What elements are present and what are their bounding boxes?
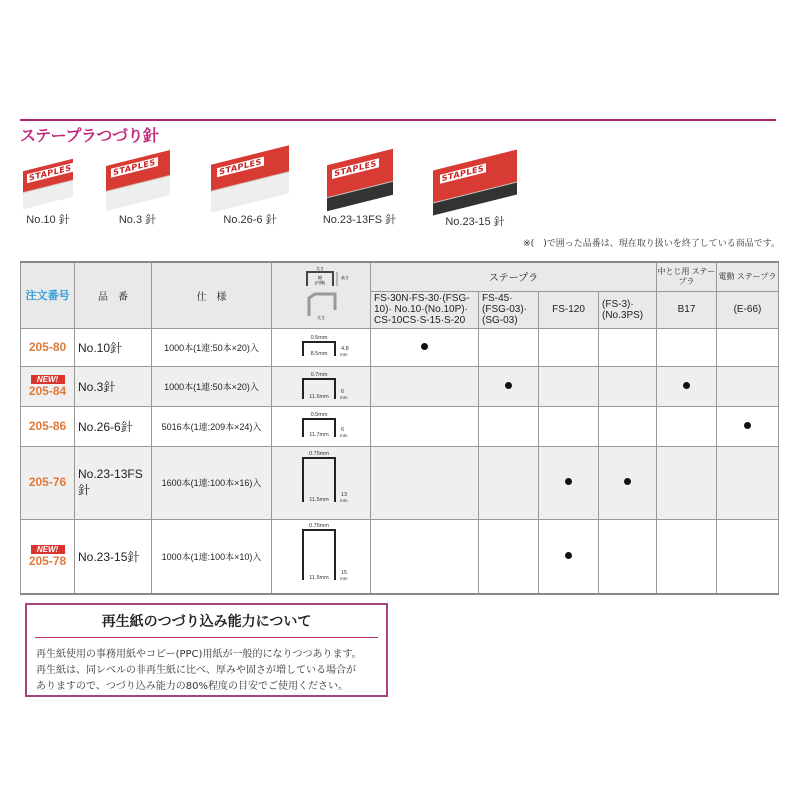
header-stapler: ステープラ [371,262,657,291]
model-fs-30n: FS-30N·FS-30·(FSG-10)· No.10·(No.10P)· CS-10CS·S-15·S-20 [371,291,479,328]
product-box-image: STAPLES [433,150,517,216]
section-title: ステープラつづり針 [20,126,159,145]
item-spec: 1000本(1連:50本×20)入 [152,366,272,406]
compatible-dot-icon [744,422,751,429]
svg-text:0.5mm: 0.5mm [310,411,328,418]
compat-cell [539,446,599,519]
compat-cell [717,406,779,446]
compat-cell [657,328,717,366]
order-number [21,446,75,519]
staple-shape [281,332,361,360]
compat-cell [539,519,599,594]
compat-cell [479,328,539,366]
svg-text:11.6mm: 11.6mm [309,393,329,400]
svg-text:mm: mm [340,432,348,438]
product-box-image: STAPLES [211,145,289,212]
svg-text:太さ: 太さ [317,314,325,320]
model-fs-3: (FS-3)· (No.3PS) [599,291,657,328]
header-diagram [272,262,371,328]
recycled-paper-info-box [25,603,388,697]
compatible-dot-icon [565,552,572,559]
staple-shape [281,520,361,590]
svg-text:高さ: 高さ [341,274,349,280]
svg-text:6: 6 [341,426,345,433]
svg-text:(内側): (内側) [314,279,326,285]
compat-cell [657,446,717,519]
item-name: No.10針 [75,328,152,366]
product-caption: No.23-13FS 針 [322,214,397,226]
compat-cell [599,366,657,406]
new-badge: NEW! [31,545,65,554]
staple-diagram-cell [272,519,371,594]
order-number [21,328,75,366]
order-code: 205-86 [28,418,67,433]
item-name: No.23-13FS針 [75,446,152,519]
staple-diagram-cell [272,406,371,446]
compat-cell [599,406,657,446]
header-spec: 仕 様 [152,262,272,328]
svg-text:mm: mm [340,498,348,503]
staple-dimension-diagram [281,264,361,324]
product-no26-6 [205,155,295,227]
order-code: 205-76 [28,475,67,489]
order-number [21,366,75,406]
item-name: No.3針 [75,366,152,406]
svg-text:mm: mm [340,575,348,581]
header-saddle-stapler: 中とじ用 ステープラ [657,262,717,291]
item-name: No.23-15針 [75,519,152,594]
staples-table [20,261,779,595]
compat-cell [371,519,479,594]
info-title: 再生紙のつづり込み能力について [101,614,312,630]
compat-cell [479,406,539,446]
compat-cell [479,519,539,594]
svg-text:6: 6 [341,388,345,395]
table-row [21,366,779,406]
product-box-image: STAPLES [23,159,73,209]
svg-text:11.7mm: 11.7mm [309,431,329,438]
svg-text:0.75mm: 0.75mm [309,522,329,529]
product-no23-13fs [312,157,407,227]
table-row [21,446,779,519]
info-divider [35,637,378,638]
table-row [21,519,779,594]
staple-shape [281,409,361,441]
compat-cell [717,446,779,519]
compatible-dot-icon [624,478,631,485]
svg-text:mm: mm [340,394,348,400]
order-code: 205-80 [28,339,67,354]
compat-cell [479,446,539,519]
product-box-image: STAPLES [327,149,393,211]
discontinued-note: ※( )で囲った品番は、現在取り扱いを終了している商品です。 [523,239,780,249]
order-code: 205-78 [28,553,67,568]
compat-cell [479,366,539,406]
compat-cell [599,328,657,366]
new-badge: NEW! [31,375,65,384]
compat-cell [657,366,717,406]
model-e-66: (E-66) [717,291,779,328]
compat-cell [657,406,717,446]
product-caption: No.26-6 針 [223,214,277,226]
compat-cell [657,519,717,594]
header-item: 品 番 [75,262,152,328]
title-rule [20,119,776,121]
svg-text:15: 15 [341,569,348,576]
model-fs-45: FS-45· (FSG-03)· (SG-03) [479,291,539,328]
item-spec: 5016本(1連:209本×24)入 [152,406,272,446]
compat-cell [371,406,479,446]
compatible-dot-icon [565,478,572,485]
product-box-image: STAPLES [106,150,170,211]
info-line: ありますので、つづり込み能力の80%程度の目安でご使用ください。 [36,681,349,692]
compatible-dot-icon [683,382,690,389]
staple-diagram-cell [272,328,371,366]
staple-shape [281,448,361,514]
product-no23-15 [425,160,525,229]
staple-diagram-cell [272,446,371,519]
compat-cell [371,366,479,406]
model-b17: B17 [657,291,717,328]
product-caption: No.23-15 針 [445,216,505,228]
svg-text:0.7mm: 0.7mm [310,371,328,378]
compat-cell [717,366,779,406]
product-caption: No.10 針 [26,214,70,226]
product-caption: No.3 針 [118,214,157,226]
compat-cell [599,446,657,519]
svg-text:0.5mm: 0.5mm [310,334,328,341]
svg-text:mm: mm [340,351,348,357]
product-no10 [18,162,78,227]
staple-shape [281,369,361,401]
compat-cell [539,328,599,366]
compat-cell [371,328,479,366]
header-electric-stapler: 電動 ステープラ [717,262,779,291]
item-name: No.26-6針 [75,406,152,446]
compat-cell [717,519,779,594]
compat-cell [717,328,779,366]
svg-text:13: 13 [341,492,348,498]
svg-text:11.5mm: 11.5mm [309,497,329,503]
header-order-no: 注文番号 [21,262,75,328]
info-line: 再生紙は、同レベルの非再生紙に比べ、厚みや固さが増している場合が [36,665,356,676]
order-number [21,519,75,594]
compatible-dot-icon [421,343,428,350]
item-spec: 1600本(1連:100本×16)入 [152,446,272,519]
order-number [21,406,75,446]
table-row [21,328,779,366]
table-row [21,406,779,446]
compat-cell [539,406,599,446]
compatible-dot-icon [505,382,512,389]
product-no3 [100,158,175,227]
svg-text:太さ: 太さ [316,265,324,271]
info-line: 再生紙使用の事務用紙やコピー(PPC)用紙が一般的になりつつあります。 [36,649,362,660]
svg-text:幅: 幅 [318,274,322,280]
svg-text:11.5mm: 11.5mm [309,574,329,581]
model-fs-120: FS-120 [539,291,599,328]
svg-text:4.8: 4.8 [341,345,349,352]
svg-text:8.5mm: 8.5mm [310,350,328,357]
item-spec: 1000本(1連:100本×10)入 [152,519,272,594]
svg-text:0.75mm: 0.75mm [309,451,329,457]
compat-cell [371,446,479,519]
order-code: 205-84 [28,383,67,398]
compat-cell [599,519,657,594]
staple-diagram-cell [272,366,371,406]
item-spec: 1000本(1連:50本×20)入 [152,328,272,366]
compat-cell [539,366,599,406]
